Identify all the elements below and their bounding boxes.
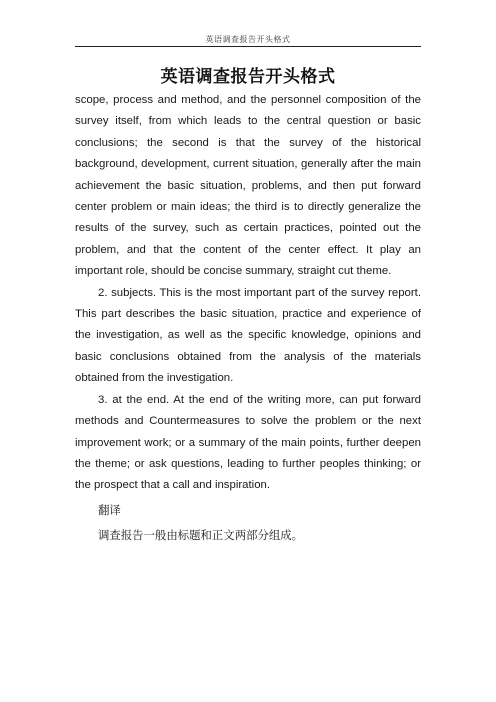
paragraph-intro-continuation: scope, process and method, and the personnel composition of the survey itself, from which leads to the central question or basic conclusions; the second is that the survey of the historical background, development, current situation, generally after the main achievement the basic situation, problems, and then put forward center problem or main ideas; the third is to directly generalize the results of the survey, such as certain practices, pointed out the problem, and that the content of the center effect. It play an important role, should be concise summary, straight cut theme.: [75, 94, 421, 278]
translation-paragraph: 调查报告一般由标题和正文两部分组成。: [98, 528, 304, 543]
document-body: [75, 90, 421, 547]
header-divider: [75, 46, 421, 47]
document-title: 英语调查报告开头格式: [160, 67, 336, 87]
translation-label: 翻译: [98, 502, 121, 517]
paragraph-subjects: 2. subjects. This is the most important part of the survey report. This part describes the basic situation, practice and experience of the investigation, as well as the specific knowledge, opinions and basic conclusions obtained from the analysis of the materials obtained from the investigation.: [75, 286, 421, 385]
running-header: 英语调查报告开头格式: [205, 35, 291, 44]
paragraph-ending: 3. at the end. At the end of the writing more, can put forward methods and Countermeasures to solve the problem or the next improvement work; or a summary of the main points, further deepen the theme; or ask questions, leading to further peoples thinking; or the prospect that a call and inspiration.: [75, 393, 421, 492]
